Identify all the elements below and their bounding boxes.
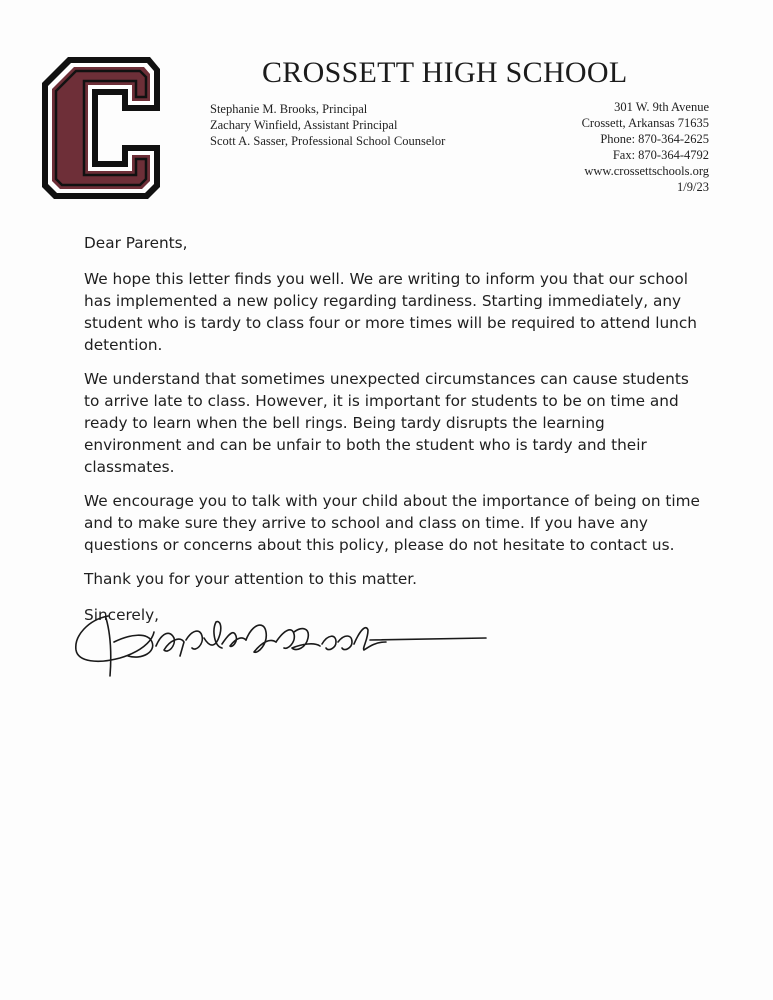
school-logo-c-icon: [40, 55, 162, 201]
staff-counselor: Scott A. Sasser, Professional School Counselor: [210, 134, 446, 148]
address-city: Crossett, Arkansas 71635: [581, 116, 709, 130]
staff-list: [210, 101, 445, 149]
paragraph-reason: We understand that sometimes unexpected circumstances can cause students to arrive late to class. However, it is important for students to be on time and ready to learn when the bell rings. Being tardy disrupts the learning environment and can be unfair to both the student who is tardy and their classmates.: [84, 370, 689, 476]
signature-icon: [70, 602, 490, 682]
phone-number: Phone: 870-364-2625: [600, 132, 709, 146]
contact-block: [582, 99, 709, 195]
closing: Sincerely,: [84, 606, 160, 624]
website: www.crossettschools.org: [584, 164, 709, 178]
staff-principal: Stephanie M. Brooks, Principal: [210, 102, 368, 116]
fax-number: Fax: 870-364-4792: [612, 148, 709, 162]
paragraph-policy: We hope this letter finds you well. We are writing to inform you that our school has implemented a new policy regarding tardiness. Starting immediately, any student who is tardy to class four or more times will be required to attend lunch detention.: [84, 270, 697, 354]
school-name: CROSSETT HIGH SCHOOL: [262, 56, 628, 89]
paragraph-thanks: Thank you for your attention to this matter.: [84, 570, 418, 588]
paragraph-encourage: We encourage you to talk with your child about the importance of being on time and to make sure they arrive to school and class on time. If you have any questions or concerns about this policy, please do not hesitate to contact us.: [84, 492, 700, 554]
address-street: 301 W. 9th Avenue: [614, 100, 709, 114]
letter-date: 1/9/23: [677, 180, 709, 194]
staff-assistant-principal: Zachary Winfield, Assistant Principal: [210, 118, 398, 132]
letter-body: [84, 232, 706, 626]
greeting: Dear Parents,: [84, 234, 188, 252]
